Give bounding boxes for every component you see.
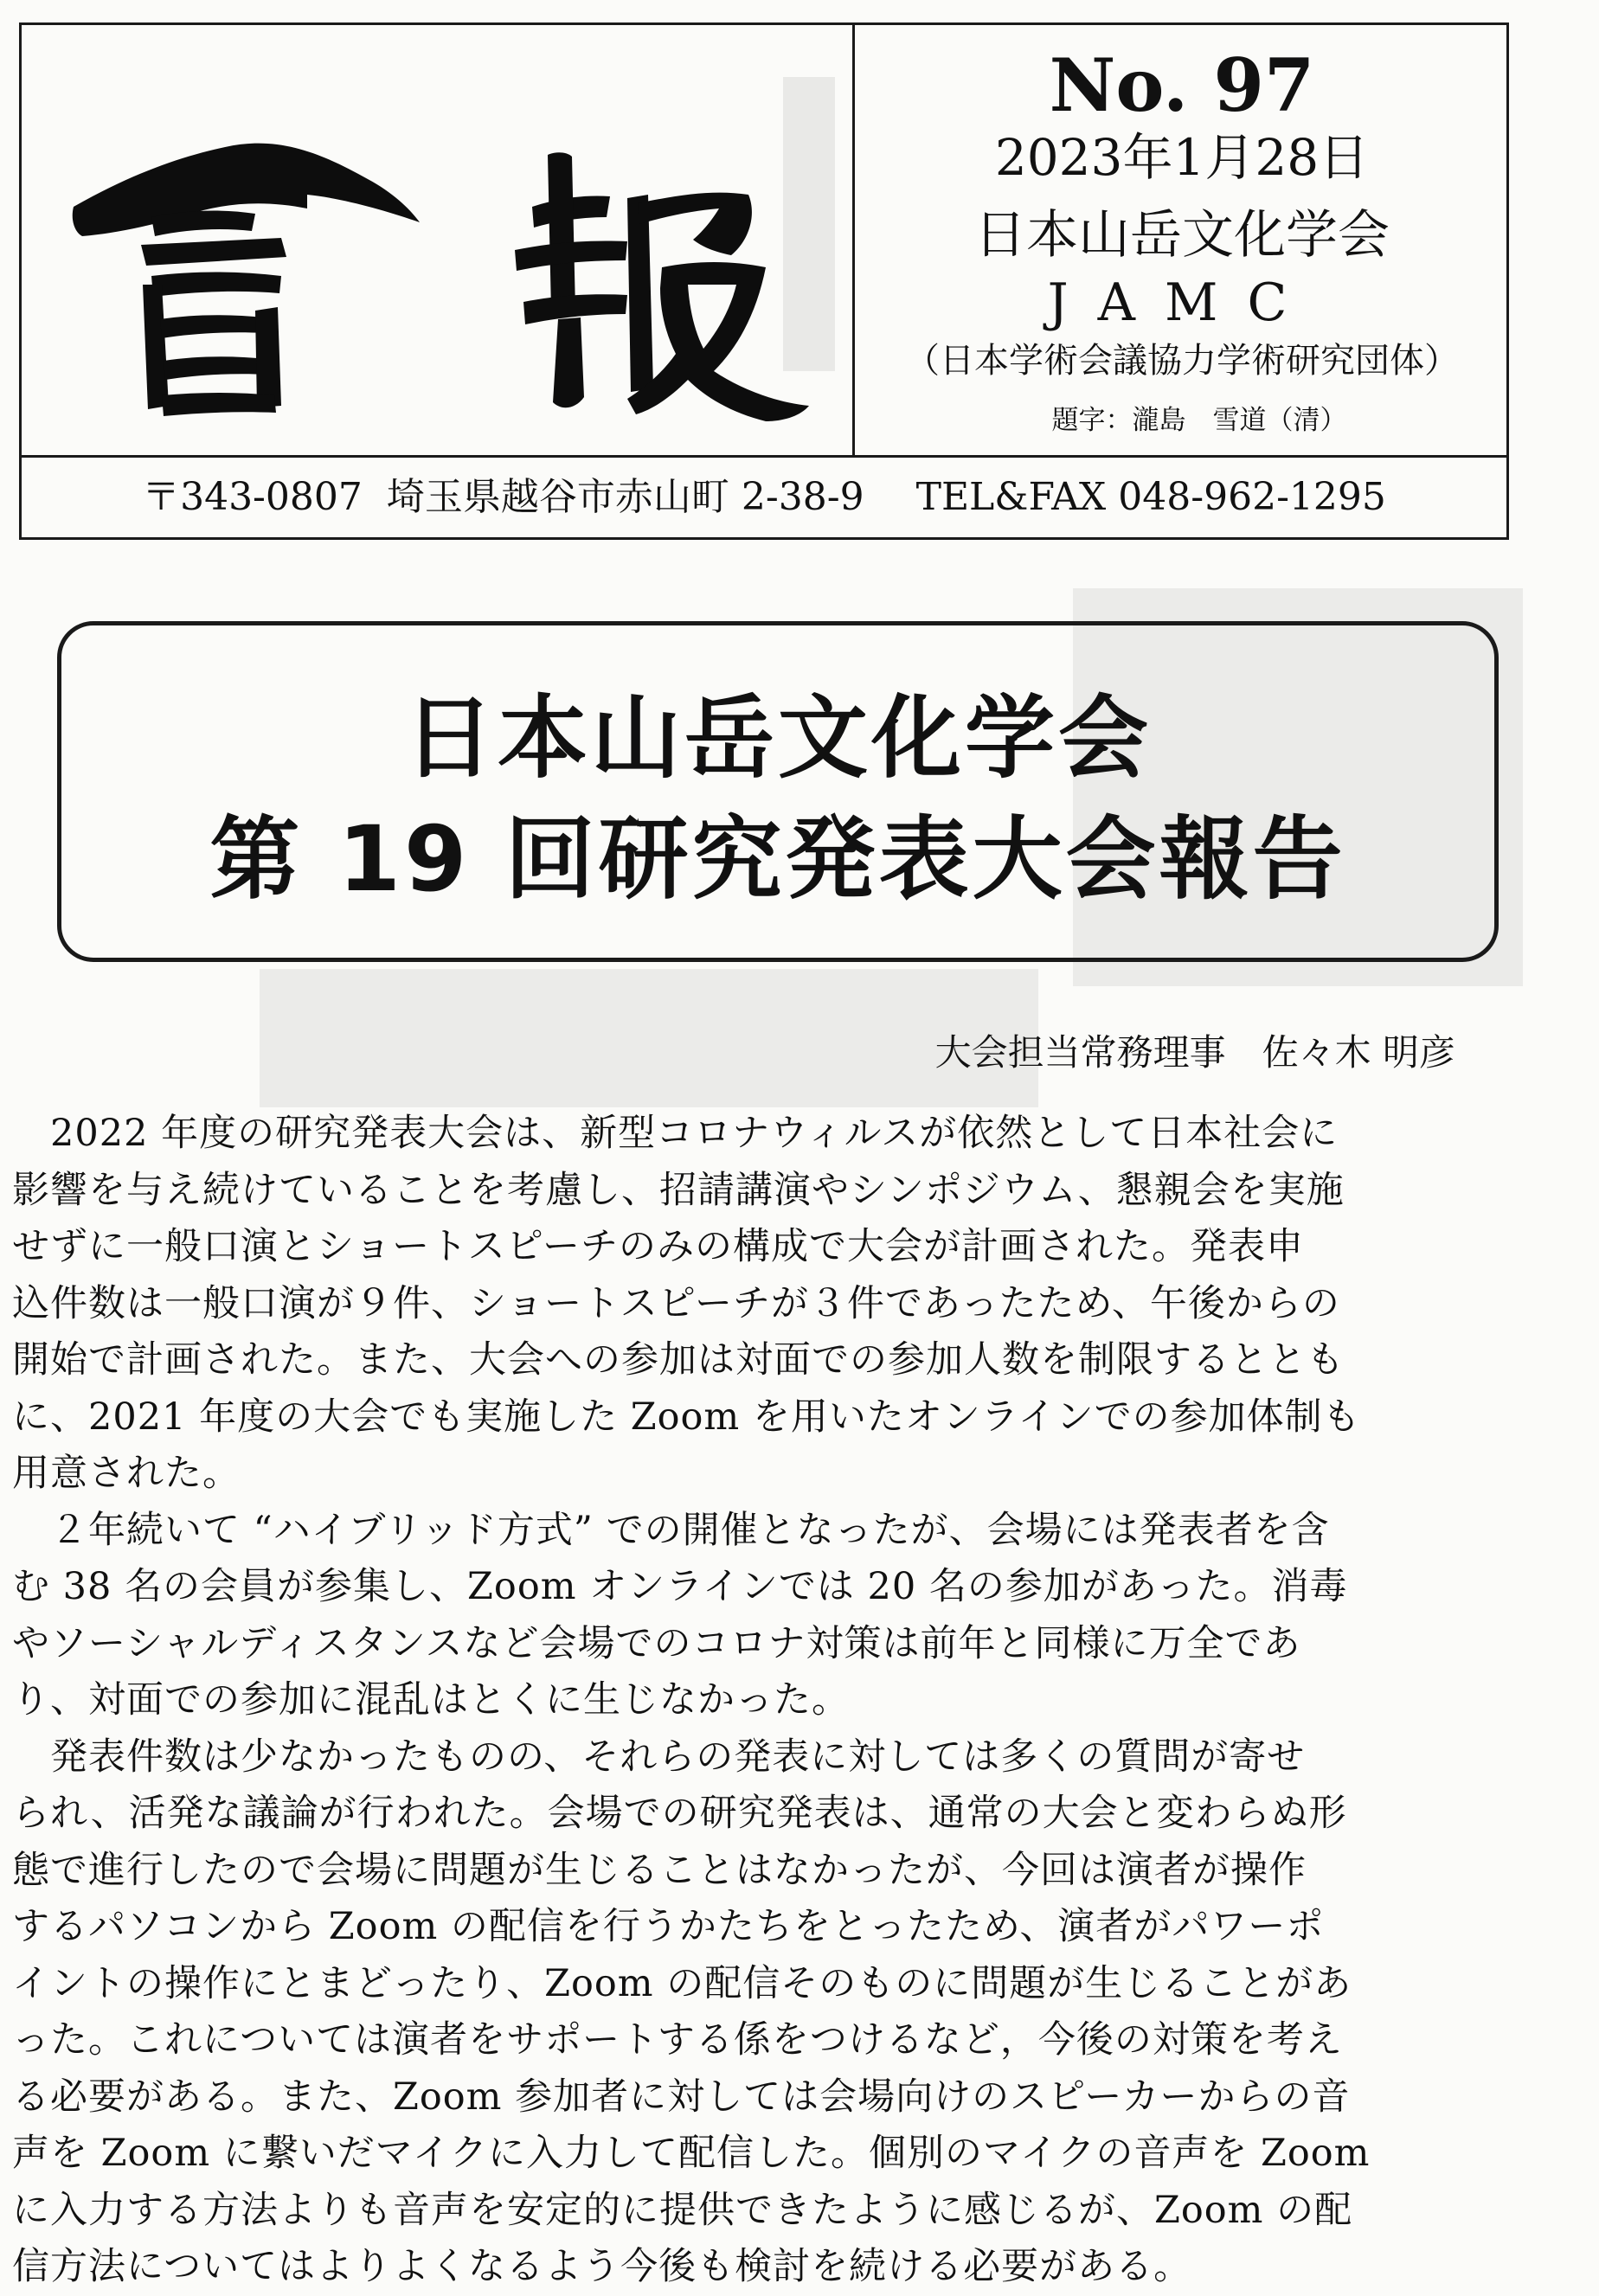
address: 埼玉県越谷市赤山町 2-38-9	[386, 475, 864, 519]
body-line: られ、活発な議論が行われた。会場での研究発表は、通常の大会と変わらぬ形	[12, 1792, 1347, 1835]
organization-note: （日本学術会議協力学術研究団体）	[905, 341, 1459, 381]
body-line: ２年続いて “ハイブリッド方式” での開催となったが、会場には発表者を含	[12, 1508, 1330, 1552]
report-title-box	[57, 621, 1499, 962]
logo-cell	[22, 25, 855, 455]
title-line-2: 第 19 回研究発表大会報告	[209, 806, 1346, 912]
calligraphy-credit: 題字：瀧島 雪道（清）	[1051, 405, 1347, 436]
issue-number: No. 97	[1049, 42, 1315, 128]
issue-info	[855, 25, 1509, 455]
body-line: 用意された。	[12, 1452, 241, 1495]
body-line: 発表件数は少なかったものの、それらの発表に対しては多くの質問が寄せ	[12, 1735, 1306, 1779]
body-line: に、2021 年度の大会でも実施した Zoom を用いたオンラインでの参加体制も	[12, 1395, 1361, 1439]
body-line: やソーシャルディスタンスなど会場でのコロナ対策は前年と同様に万全であ	[12, 1621, 1301, 1665]
postal-code: 〒343-0807	[142, 475, 363, 519]
body-line: 信方法についてはよりよくなるよう今後も検討を続ける必要がある。	[12, 2245, 1192, 2288]
body-line: 2022 年度の研究発表大会は、新型コロナウィルスが依然として日本社会に	[12, 1112, 1339, 1155]
organization-abbreviation: JAMC	[1047, 273, 1317, 333]
organization-name: 日本山岳文化学会	[974, 205, 1390, 266]
body-line: に入力する方法よりも音声を安定的に提供できたように感じるが、Zoom の配	[12, 2188, 1353, 2232]
body-line: った。これについては演者をサポートする係をつけるなど，今後の対策を考え	[12, 2018, 1343, 2062]
issue-date: 2023年1月28日	[994, 128, 1370, 187]
body-line: イントの操作にとまどったり、Zoom の配信そのものに問題が生じることがあ	[12, 1961, 1352, 2005]
body-line: 開始で計画された。また、大会への参加は対面での参加人数を制限するととも	[12, 1338, 1345, 1382]
body-line: 声を Zoom に繋いだマイクに入力して配信した。個別のマイクの音声を Zoom	[12, 2132, 1371, 2175]
body-line: 態で進行したので会場に問題が生じることはなかったが、今回は演者が操作	[12, 1848, 1307, 1892]
body-line: 影響を与え続けていることを考慮し、招請講演やシンポジウム、懇親会を実施	[12, 1168, 1345, 1212]
body-text	[12, 1106, 1521, 2296]
masthead	[19, 22, 1509, 540]
author-byline: 大会担当常務理事 佐々木 明彦	[934, 1031, 1455, 1074]
address-bar	[22, 458, 1506, 537]
body-line: む 38 名の会員が参集し、Zoom オンラインでは 20 名の参加があった。消毒	[12, 1565, 1348, 1608]
body-line: せずに一般口演とショートスピーチのみの構成で大会が計画された。発表申	[12, 1225, 1304, 1268]
body-line: る必要がある。また、Zoom 参加者に対しては会場向けのスピーカーからの音	[12, 2075, 1351, 2119]
title-line-1: 日本山岳文化学会	[403, 685, 1152, 791]
masthead-top	[22, 25, 1506, 458]
tel-fax: TEL&FAX 048-962-1295	[915, 475, 1386, 519]
body-line: するパソコンから Zoom の配信を行うかたちをとったため、演者がパワーポ	[12, 1905, 1325, 1948]
body-line: り、対面での参加に混乱はとくに生じなかった。	[12, 1678, 850, 1722]
calligraphy-logo	[22, 25, 852, 455]
body-line: 込件数は一般口演が９件、ショートスピーチが３件であったため、午後からの	[12, 1281, 1340, 1325]
